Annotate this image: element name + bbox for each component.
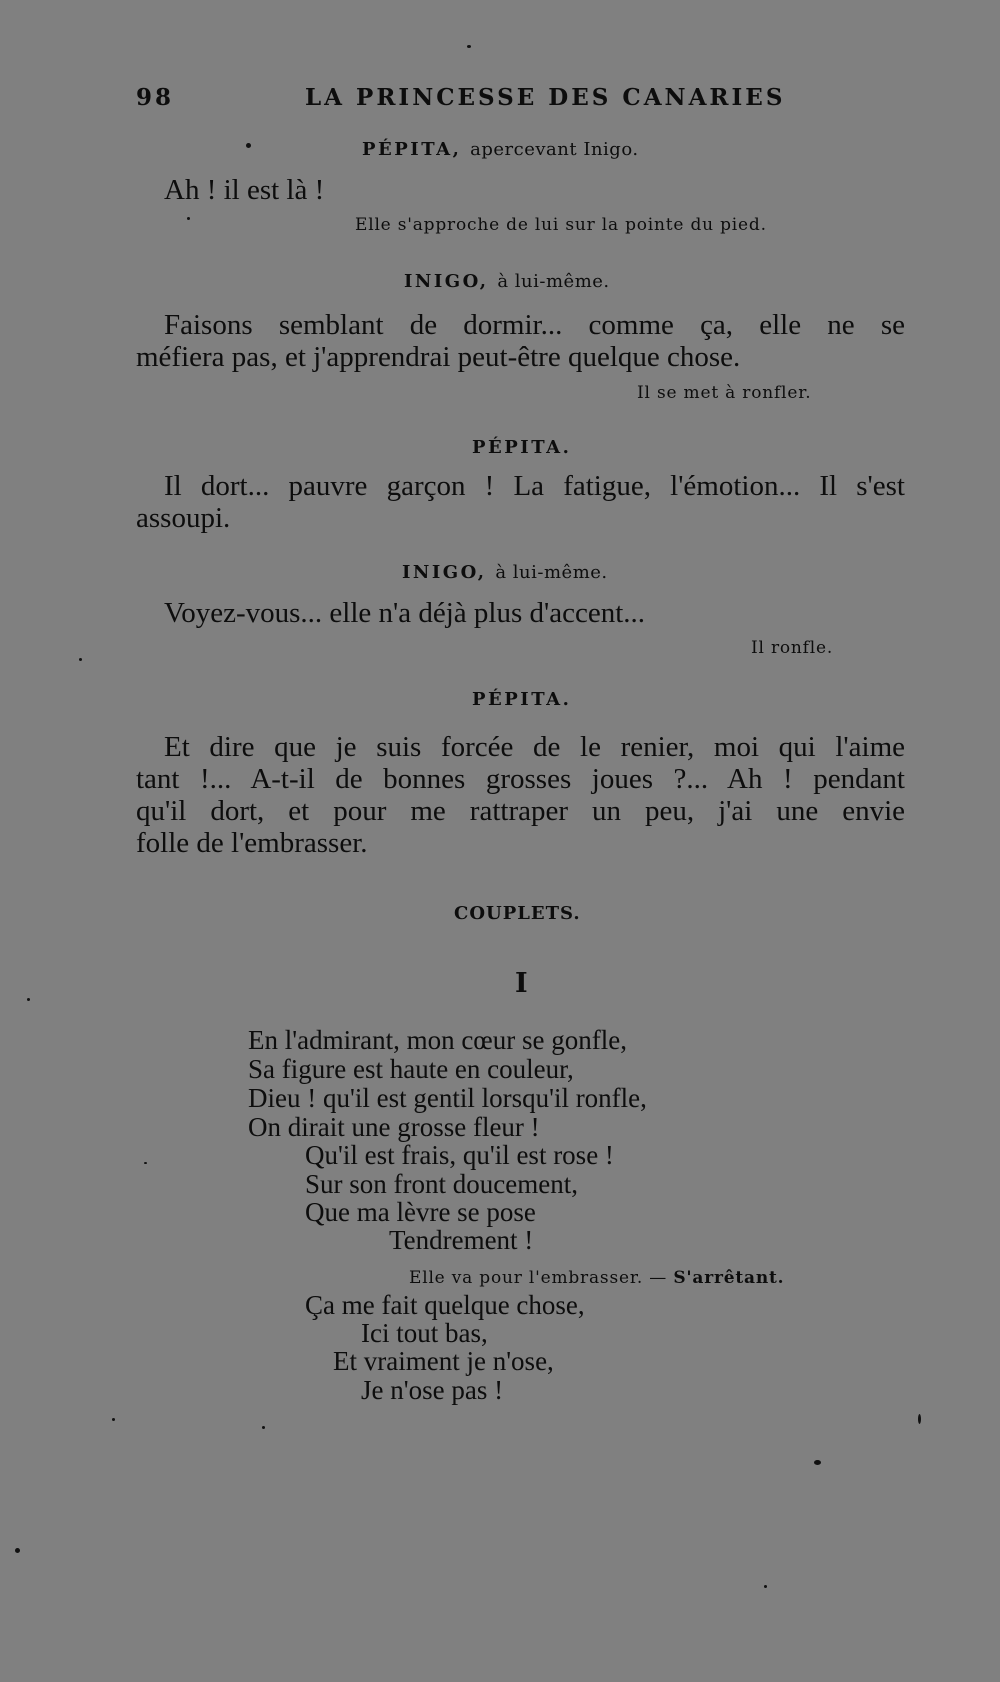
- verse-line: On dirait une grosse fleur !: [248, 1112, 540, 1142]
- running-title: LA PRINCESSE DES CANARIES: [305, 84, 786, 111]
- scan-speck: [112, 1418, 115, 1421]
- speaker-heading: [362, 139, 639, 160]
- dialogue-line: Il dort... pauvre garçon ! La fatigue, l'émotion... Il s'est: [164, 470, 905, 502]
- scan-speck: [144, 1162, 147, 1164]
- scan-speck: [79, 658, 82, 661]
- stage-direction-text: Elle va pour l'embrasser. —: [409, 1268, 668, 1288]
- speaker-name: INIGO,: [402, 562, 487, 583]
- dialogue-line: tant !... A-t-il de bonnes grosses joues ?... Ah ! pendant: [136, 763, 905, 795]
- stage-direction: à lui-même.: [497, 271, 610, 292]
- speaker-name: PÉPITA.: [472, 437, 572, 458]
- dialogue-line: qu'il dort, et pour me rattraper un peu, j'ai une envie: [136, 795, 905, 827]
- verse-line: Sa figure est haute en couleur,: [248, 1054, 574, 1084]
- stage-direction: Il ronfle.: [751, 638, 834, 658]
- scan-speck: [764, 1585, 767, 1588]
- dialogue-line: assoupi.: [136, 502, 231, 534]
- speaker-name: PÉPITA,: [362, 139, 462, 160]
- speaker-heading: [402, 562, 608, 583]
- section-heading: COUPLETS.: [454, 903, 581, 924]
- scan-speck: [15, 1548, 20, 1553]
- verse-line: Je n'ose pas !: [361, 1375, 504, 1405]
- dialogue-line: Ah ! il est là !: [164, 174, 325, 206]
- scan-speck: [246, 143, 251, 148]
- verse-line: Dieu ! qu'il est gentil lorsqu'il ronfle,: [248, 1083, 647, 1113]
- scan-speck: [467, 45, 471, 48]
- dialogue-line: méfiera pas, et j'apprendrai peut-être quelque chose.: [136, 341, 741, 373]
- scan-speck: [918, 1414, 921, 1424]
- scan-speck: [814, 1460, 821, 1465]
- stage-direction: [409, 1268, 784, 1288]
- stage-direction: à lui-même.: [495, 562, 608, 583]
- scan-speck: [187, 217, 190, 220]
- stage-direction: Elle s'approche de lui sur la pointe du pied.: [355, 215, 767, 235]
- dialogue-line: folle de l'embrasser.: [136, 827, 368, 859]
- verse-line: Et vraiment je n'ose,: [333, 1346, 554, 1376]
- stage-direction: Il se met à ronfler.: [637, 383, 812, 403]
- scan-speck: [27, 998, 30, 1001]
- stanza-number: I: [515, 968, 528, 999]
- verse-line: Ça me fait quelque chose,: [305, 1290, 585, 1320]
- scan-speck: [262, 1426, 265, 1429]
- verse-line: Tendrement !: [389, 1225, 534, 1255]
- verse-line: Ici tout bas,: [361, 1318, 488, 1348]
- verse-line: En l'admirant, mon cœur se gonfle,: [248, 1025, 628, 1055]
- speaker-name: PÉPITA.: [472, 689, 572, 710]
- stage-direction-text: S'arrêtant.: [673, 1268, 785, 1288]
- dialogue-line: Et dire que je suis forcée de le renier, moi qui l'aime: [164, 731, 905, 763]
- verse-line: Que ma lèvre se pose: [305, 1197, 536, 1227]
- speaker-heading: [404, 271, 610, 292]
- speaker-name: INIGO,: [404, 271, 489, 292]
- verse-line: Qu'il est frais, qu'il est rose !: [305, 1140, 614, 1170]
- dialogue-line: Voyez-vous... elle n'a déjà plus d'accent...: [164, 597, 646, 629]
- dialogue-line: Faisons semblant de dormir... comme ça, elle ne se: [164, 309, 905, 341]
- page-number: 98: [136, 84, 175, 111]
- stage-direction: apercevant Inigo.: [470, 139, 639, 160]
- verse-line: Sur son front doucement,: [305, 1169, 578, 1199]
